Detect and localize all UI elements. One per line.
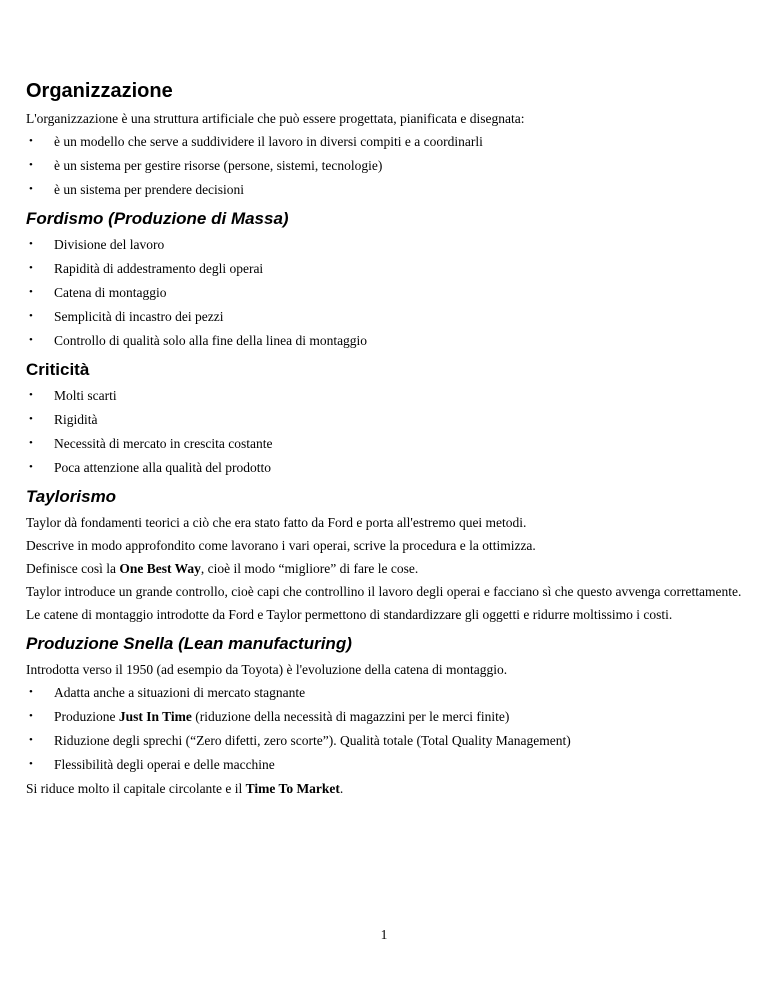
paragraph: Descrive in modo approfondito come lavorano i vari operai, scrive la procedura e la ottimizza.: [26, 538, 536, 553]
list-item: • Riduzione degli sprechi (“Zero difetti, zero scorte”). Qualità totale (Total Quality Management): [29, 733, 571, 748]
time-to-market-term: Time To Market: [245, 781, 340, 796]
paragraph: Taylor introduce un grande controllo, cioè capi che controllino il lavoro degli operai e facciano sì che questo avvenga correttamente.: [26, 584, 742, 599]
just-in-time-term: Just In Time: [118, 709, 192, 724]
list-criticita: [26, 387, 742, 476]
bullet-icon: •: [29, 710, 33, 722]
list-item: • Controllo di qualità solo alla fine della linea di montaggio: [29, 333, 368, 348]
heading-lean: Produzione Snella (Lean manufacturing): [26, 634, 352, 653]
bullet-icon: •: [29, 758, 33, 770]
list-item: • Necessità di mercato in crescita costante: [29, 436, 273, 451]
bullet-icon: •: [29, 286, 33, 298]
list-item: • Catena di montaggio: [29, 285, 167, 300]
list-item: • Adatta anche a situazioni di mercato stagnante: [29, 685, 306, 700]
list-organizzazione: [26, 133, 742, 198]
list-item: • Produzione Just In Time (riduzione della necessità di magazzini per le merci finite): [29, 709, 510, 724]
list-item: • è un sistema per gestire risorse (persone, sistemi, tecnologie): [29, 158, 383, 173]
paragraph: Taylor dà fondamenti teorici a ciò che era stato fatto da Ford e porta all'estremo quei metodi.: [26, 515, 527, 530]
paragraph: Introdotta verso il 1950 (ad esempio da Toyota) è l'evoluzione della catena di montaggio.: [26, 662, 508, 677]
list-fordismo: [26, 236, 742, 349]
list-item: • Poca attenzione alla qualità del prodotto: [29, 460, 272, 475]
bullet-icon: •: [29, 413, 33, 425]
list-item: • Molti scarti: [29, 388, 117, 403]
bullet-icon: •: [29, 389, 33, 401]
bullet-icon: •: [29, 461, 33, 473]
one-best-way-term: One Best Way: [119, 561, 201, 576]
heading-criticita: Criticità: [26, 360, 90, 379]
bullet-icon: •: [29, 686, 33, 698]
list-item: • Divisione del lavoro: [29, 237, 165, 252]
heading-fordismo: Fordismo (Produzione di Massa): [26, 209, 289, 228]
paragraph: Definisce così la One Best Way, cioè il modo “migliore” di fare le cose.: [26, 561, 419, 576]
heading-organizzazione: Organizzazione: [26, 80, 173, 102]
list-item: • Flessibilità degli operai e delle macchine: [29, 757, 275, 772]
bullet-icon: •: [29, 262, 33, 274]
list-item: • è un sistema per prendere decisioni: [29, 182, 245, 197]
bullet-icon: •: [29, 334, 33, 346]
paragraph: Si riduce molto il capitale circolante e il Time To Market.: [26, 781, 344, 796]
list-item: • Semplicità di incastro dei pezzi: [29, 309, 224, 324]
bullet-icon: •: [29, 734, 33, 746]
list-item: • è un modello che serve a suddividere il lavoro in diversi compiti e a coordinarli: [29, 134, 483, 149]
list-item: • Rigidità: [29, 412, 98, 427]
bullet-icon: •: [29, 310, 33, 322]
bullet-icon: •: [29, 135, 33, 147]
bullet-icon: •: [29, 238, 33, 250]
list-item: • Rapidità di addestramento degli operai: [29, 261, 264, 276]
bullet-icon: •: [29, 183, 33, 195]
paragraph: Le catene di montaggio introdotte da Ford e Taylor permettono di standardizzare gli oggetti e ridurre moltissimo i costi.: [26, 607, 673, 622]
heading-taylorismo: Taylorismo: [26, 487, 117, 506]
list-lean: [26, 684, 742, 773]
paragraph-intro: L'organizzazione è una struttura artificiale che può essere progettata, pianificata e disegnata:: [26, 111, 525, 126]
bullet-icon: •: [29, 437, 33, 449]
bullet-icon: •: [29, 159, 33, 171]
page-number: 1: [380, 927, 388, 942]
